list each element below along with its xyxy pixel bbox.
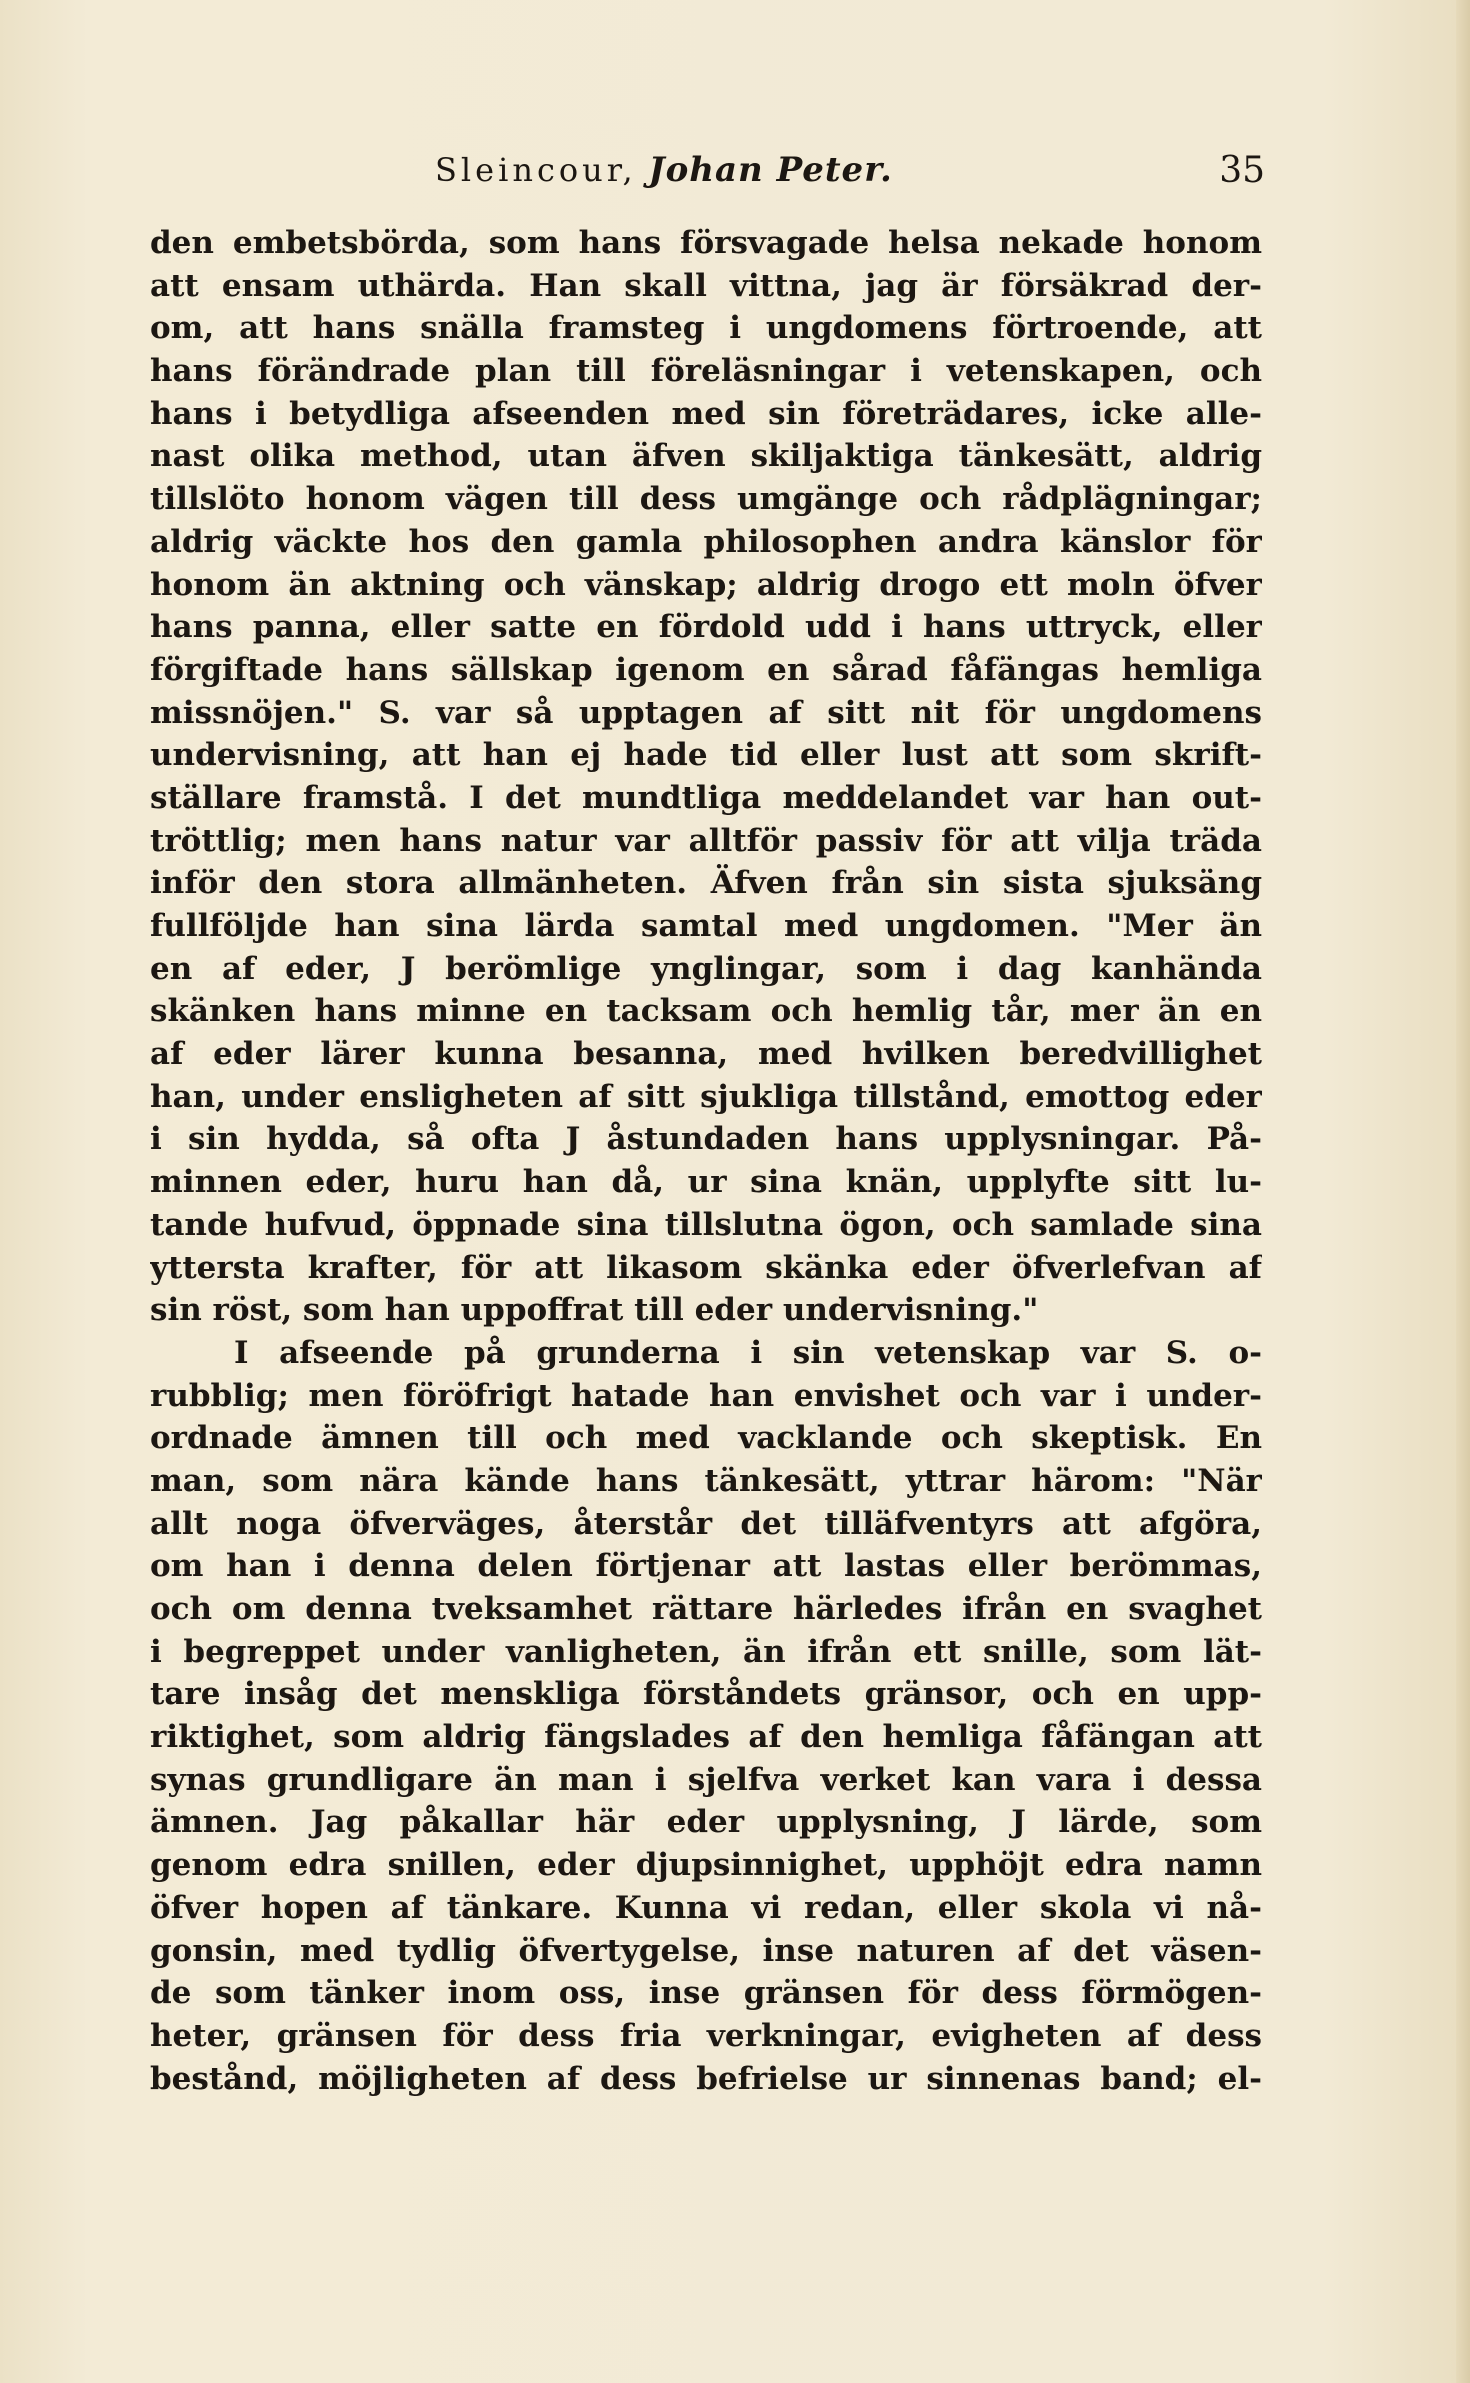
- text-line: nast olika method, utan äfven skiljaktiga tänkesätt, aldrig: [150, 438, 1262, 475]
- text-line: han, under ensligheten af sitt sjukliga tillstånd, emottog eder: [150, 1078, 1262, 1115]
- body-text: [150, 222, 1262, 2100]
- text-line: hans panna, eller satte en fördold udd i hans uttryck, eller: [150, 609, 1262, 646]
- text-line: af eder lärer kunna besanna, med hvilken beredvillighet: [150, 1036, 1262, 1073]
- text-line: tare insåg det menskliga förståndets gränsor, och en upp-: [150, 1676, 1262, 1713]
- text-line: hans i betydliga afseenden med sin företrädares, icke alle-: [150, 395, 1262, 432]
- text-line: fullföljde han sina lärda samtal med ungdomen. "Mer än: [150, 908, 1262, 944]
- text-line: i sin hydda, så ofta J åstundaden hans upplysningar. På-: [150, 1121, 1262, 1158]
- text-line: om han i denna delen förtjenar att lastas eller berömmas,: [150, 1548, 1262, 1585]
- text-line: riktighet, som aldrig fängslades af den hemliga fåfängan att: [150, 1719, 1262, 1756]
- text-line: tröttlig; men hans natur var alltför passiv för att vilja träda: [150, 822, 1262, 859]
- text-line: tande hufvud, öppnade sina tillslutna ögon, och samlade sina: [150, 1206, 1262, 1243]
- text-line: skänken hans minne en tacksam och hemlig tår, mer än en: [150, 993, 1262, 1030]
- text-line: synas grundligare än man i sjelfva verket kan vara i dessa: [150, 1761, 1262, 1798]
- text-line: honom än aktning och vänskap; aldrig drogo ett moln öfver: [150, 566, 1262, 603]
- running-head-surname: Sleincour,: [435, 151, 637, 189]
- text-line: en af eder, J berömlige ynglingar, som i dag kanhända: [150, 950, 1262, 987]
- text-line: öfver hopen af tänkare. Kunna vi redan, eller skola vi nå-: [150, 1889, 1262, 1926]
- text-line: förgiftade hans sällskap igenom en sårad fåfängas hemliga: [150, 651, 1262, 688]
- text-line: ställare framstå. I det mundtliga meddelandet var han out-: [150, 779, 1262, 816]
- text-line: ämnen. Jag påkallar här eder upplysning, J lärde, som: [150, 1804, 1262, 1841]
- text-line: minnen eder, huru han då, ur sina knän, upplyfte sitt lu-: [150, 1164, 1262, 1201]
- text-line: att ensam uthärda. Han skall vittna, jag är försäkrad der-: [150, 267, 1262, 304]
- text-line: sin röst, som han uppoffrat till eder undervisning.": [150, 1292, 1039, 1329]
- text-line: yttersta krafter, för att likasom skänka eder öfverlefvan af: [150, 1249, 1262, 1286]
- text-line: missnöjen." S. var så upptagen af sitt nit för ungdomens: [150, 694, 1262, 731]
- page-edge: [1456, 0, 1470, 2383]
- running-header: [155, 150, 1265, 200]
- page-number: 35: [1219, 150, 1265, 191]
- text-line: tillslöto honom vägen till dess umgänge och rådplägningar;: [150, 481, 1262, 518]
- text-line-paragraph-start: I afseende på grunderna i sin vetenskap var S. o-: [234, 1334, 1262, 1371]
- text-line: rubblig; men föröfrigt hatade han envishet och var i under-: [150, 1377, 1262, 1414]
- text-line: inför den stora allmänheten. Äfven från sin sista sjuksäng: [150, 865, 1262, 902]
- text-line: bestånd, möjligheten af dess befrielse ur sinnenas band; el-: [150, 2060, 1262, 2097]
- running-head-title: [435, 150, 893, 190]
- text-line: hans förändrade plan till föreläsningar i vetenskapen, och: [150, 353, 1262, 390]
- text-line: aldrig väckte hos den gamla philosophen andra känslor för: [150, 523, 1262, 560]
- text-line: man, som nära kände hans tänkesätt, yttrar härom: "När: [150, 1462, 1262, 1499]
- text-line: allt noga öfverväges, återstår det tilläfventyrs att afgöra,: [150, 1505, 1262, 1542]
- text-line: heter, gränsen för dess fria verkningar, evigheten af dess: [150, 2017, 1262, 2054]
- running-head-given-name: Johan Peter.: [648, 150, 893, 190]
- text-line: och om denna tveksamhet rättare härledes ifrån en svaghet: [150, 1591, 1262, 1627]
- text-line: de som tänker inom oss, inse gränsen för dess förmögen-: [150, 1975, 1262, 2012]
- text-line: om, att hans snälla framsteg i ungdomens förtroende, att: [150, 310, 1262, 347]
- text-line: undervisning, att han ej hade tid eller lust att som skrift-: [150, 737, 1262, 774]
- text-line: gonsin, med tydlig öfvertygelse, inse naturen af det väsen-: [150, 1932, 1262, 1969]
- text-line: genom edra snillen, eder djupsinnighet, upphöjt edra namn: [150, 1847, 1262, 1884]
- text-line: den embetsbörda, som hans försvagade helsa nekade honom: [150, 225, 1262, 261]
- text-line: ordnade ämnen till och med vacklande och skeptisk. En: [150, 1420, 1262, 1457]
- text-line: i begreppet under vanligheten, än ifrån ett snille, som lät-: [150, 1633, 1262, 1670]
